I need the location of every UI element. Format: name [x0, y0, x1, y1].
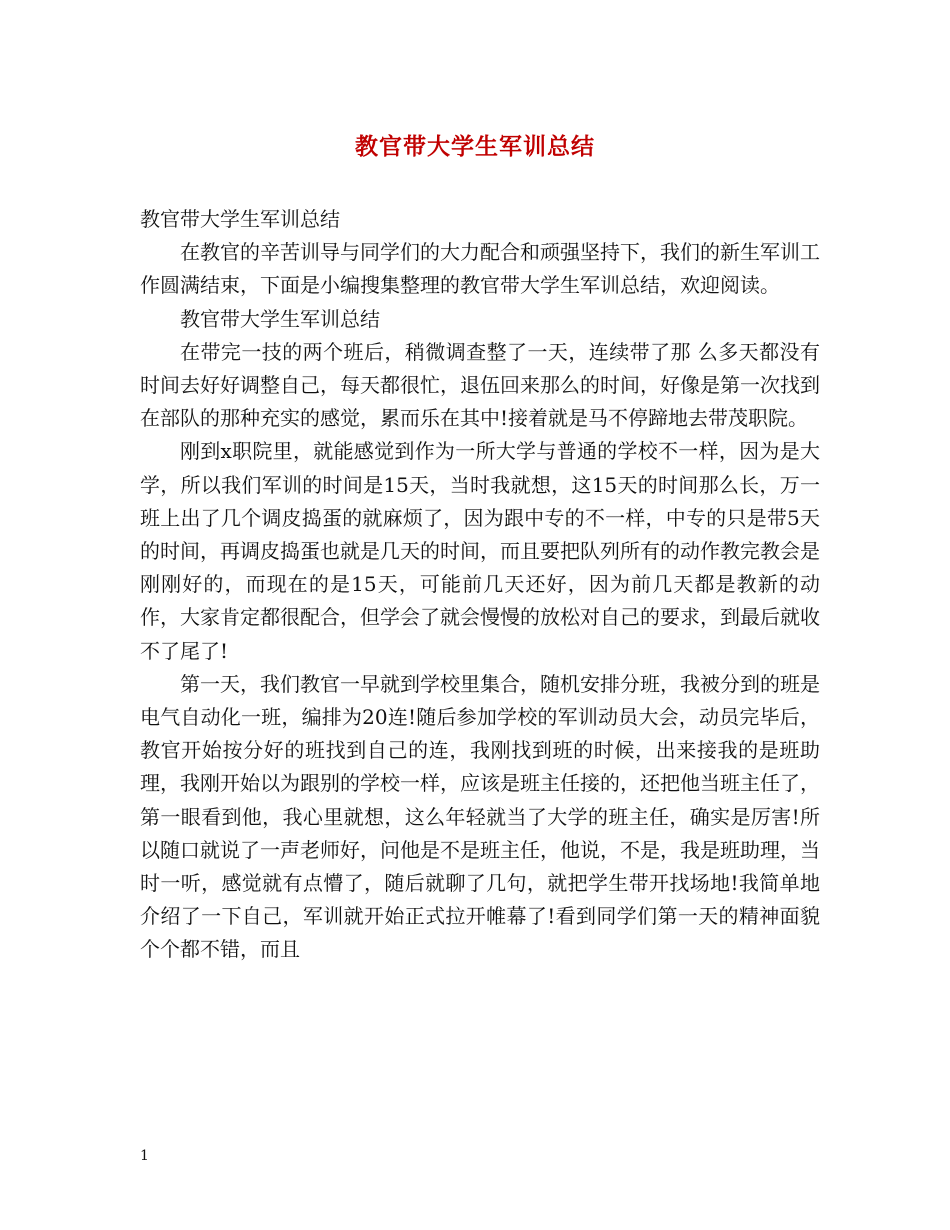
paragraph: 在带完一技的两个班后，稍微调查整了一天，连续带了那 么多天都没有时间去好好调整自己，每天都很忙，退伍回来那么的时间，好像是第一次找到在部队的那种充实的感觉，累而乐在其中!接着就是马不停蹄地去带茂职院。 — [140, 339, 820, 431]
page-title: 教官带大学生军训总结 — [355, 133, 595, 160]
document-body — [140, 203, 820, 967]
paragraph: 教官带大学生军训总结 — [180, 306, 380, 331]
paragraph: 教官带大学生军训总结 — [140, 207, 340, 231]
paragraph: 第一天，我们教官一早就到学校里集合，随机安排分班，我被分到的班是电气自动化一班，编排为20连!随后参加学校的军训动员大会，动员完毕后，教官开始按分好的班找到自己的连，我刚找到班的时候，出来接我的是班助理，我刚开始以为跟别的学校一样，应该是班主任接的，还把他当班主任了，第一眼看到他，我心里就想，这么年轻就当了大学的班主任，确实是厉害!所以随口就说了一声老师好，问他是不是班主任，他说，不是，我是班助理，当时一听，感觉就有点懵了，随后就聊了几句，就把学生带开找场地!我简单地介绍了一下自己，军训就开始正式拉开帷幕了!看到同学们第一天的精神面貌个个都不错，而且 — [140, 671, 820, 962]
paragraph: 刚到x职院里，就能感觉到作为一所大学与普通的学校不一样，因为是大学，所以我们军训的时间是15天，当时我就想，这15天的时间那么长，万一班上出了几个调皮捣蛋的就麻烦了，因为跟中专的不一样，中专的只是带5天的时间，再调皮捣蛋也就是几天的时间，而且要把队列所有的动作教完教会是刚刚好的，而现在的是15天，可能前几天还好，因为前几天都是教新的动作，大家肯定都很配合，但学会了就会慢慢的放松对自己的要求，到最后就收不了尾了! — [140, 439, 820, 663]
paragraph: 在教官的辛苦训导与同学们的大力配合和顽强坚持下，我们的新生军训工作圆满结束，下面是小编搜集整理的教官带大学生军训总结，欢迎阅读。 — [140, 240, 820, 298]
page-number: 1 — [140, 1148, 149, 1164]
